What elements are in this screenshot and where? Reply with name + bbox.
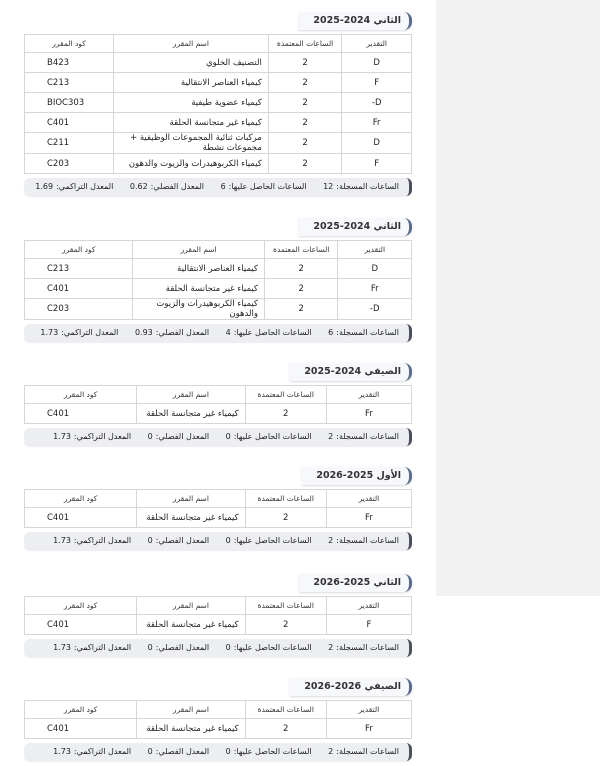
header-code: كود المقرر (25, 490, 137, 508)
semester-summary (24, 178, 412, 196)
grades-table (24, 489, 412, 528)
hours-cell: 2 (264, 299, 338, 320)
registered-hours: الساعات المسجلة:6 (328, 328, 399, 337)
semester-summary (24, 428, 412, 446)
table-row (25, 73, 412, 93)
header-name: اسم المقرر (137, 597, 245, 615)
table-row (25, 113, 412, 133)
cumulative-gpa: المعدل التراكمي:1.73 (53, 643, 132, 652)
header-hours: الساعات المعتمدة (264, 241, 338, 259)
table-row (25, 508, 412, 528)
course-name-cell: كيمياء عضوية طيفية (114, 93, 269, 113)
course-name-cell: كيمياء العناصر الانتقالية (114, 73, 269, 93)
grades-table (24, 700, 412, 739)
header-grade: التقدير (342, 35, 412, 53)
hours-cell: 2 (245, 719, 326, 739)
course-name-cell: كيمياء الكربوهيدرات والزيوت والدهون (114, 154, 269, 174)
earned-hours: الساعات الحاصل عليها:0 (225, 643, 312, 652)
course-name-cell: كيمياء غير متجانسة الحلقة (137, 404, 245, 424)
semester-gpa: المعدل الفصلي:0 (147, 536, 210, 545)
grades-table (24, 34, 412, 174)
grades-table (24, 240, 412, 320)
course-code-cell: C401 (25, 279, 133, 299)
cumulative-gpa: المعدل التراكمي:1.69 (35, 182, 114, 191)
hours-cell: 2 (245, 508, 326, 528)
registered-hours: الساعات المسجلة:12 (323, 182, 399, 191)
header-hours: الساعات المعتمدة (245, 386, 326, 404)
hours-cell: 2 (268, 154, 342, 174)
grade-cell: D (342, 133, 412, 154)
semester-title: الأول 2025-2026 (302, 467, 412, 485)
header-grade: التقدير (326, 597, 411, 615)
semester-gpa: المعدل الفصلي:0.62 (129, 182, 205, 191)
registered-hours: الساعات المسجلة:2 (328, 747, 399, 756)
header-grade: التقدير (326, 386, 411, 404)
course-code-cell: C401 (25, 719, 137, 739)
header-code: كود المقرر (25, 597, 137, 615)
hours-cell: 2 (268, 53, 342, 73)
table-row (25, 154, 412, 174)
semester-title: الصيفي 2026-2026 (290, 678, 412, 696)
header-code: كود المقرر (25, 701, 137, 719)
hours-cell: 2 (245, 615, 326, 635)
header-grade: التقدير (326, 701, 411, 719)
semester-title: الثاني 2024-2025 (299, 12, 412, 30)
header-hours: الساعات المعتمدة (245, 490, 326, 508)
course-name-cell: كيمياء الكربوهيدرات والزيوت والدهون (133, 299, 265, 320)
semester-summary (24, 743, 412, 761)
earned-hours: الساعات الحاصل عليها:0 (225, 747, 312, 756)
grade-cell: Fr (326, 508, 411, 528)
course-code-cell: C211 (25, 133, 114, 154)
course-code-cell: C401 (25, 508, 137, 528)
earned-hours: الساعات الحاصل عليها:0 (225, 432, 312, 441)
table-header-row (25, 597, 412, 615)
semester-gpa: المعدل الفصلي:0.93 (134, 328, 210, 337)
header-code: كود المقرر (25, 35, 114, 53)
grades-table (24, 385, 412, 424)
header-grade: التقدير (326, 490, 411, 508)
course-code-cell: C213 (25, 73, 114, 93)
hours-cell: 2 (268, 133, 342, 154)
semester-section (24, 570, 412, 657)
semester-title: الثاني 2025-2026 (299, 574, 412, 592)
semester-summary (24, 324, 412, 342)
course-name-cell: كيمياء غير متجانسة الحلقة (137, 508, 245, 528)
semester-section (24, 463, 412, 550)
course-name-cell: التصنيف الخلوي (114, 53, 269, 73)
course-name-cell: كيمياء العناصر الانتقالية (133, 259, 265, 279)
cumulative-gpa: المعدل التراكمي:1.73 (53, 747, 132, 756)
table-row (25, 279, 412, 299)
table-header-row (25, 490, 412, 508)
table-row (25, 259, 412, 279)
hours-cell: 2 (264, 279, 338, 299)
course-name-cell: كيمياء غير متجانسة الحلقة (137, 719, 245, 739)
course-code-cell: C401 (25, 113, 114, 133)
hours-cell: 2 (268, 93, 342, 113)
table-row (25, 404, 412, 424)
grade-cell: D (338, 259, 412, 279)
hours-cell: 2 (245, 404, 326, 424)
semester-title: الصيفي 2024-2025 (290, 363, 412, 381)
course-code-cell: C213 (25, 259, 133, 279)
earned-hours: الساعات الحاصل عليها:4 (225, 328, 312, 337)
semester-section (24, 8, 412, 196)
course-code-cell: BIOC303 (25, 93, 114, 113)
header-code: كود المقرر (25, 386, 137, 404)
grade-cell: Fr (326, 404, 411, 424)
grade-cell: D- (338, 299, 412, 320)
semester-section (24, 359, 412, 446)
grade-cell: F (326, 615, 411, 635)
course-name-cell: كيمياء غير متجانسة الحلقة (137, 615, 245, 635)
grade-cell: D- (342, 93, 412, 113)
earned-hours: الساعات الحاصل عليها:0 (225, 536, 312, 545)
table-row (25, 615, 412, 635)
course-name-cell: كيمياء غير متجانسة الحلقة (114, 113, 269, 133)
course-name-cell: كيمياء غير متجانسة الحلقة (133, 279, 265, 299)
semester-title: الثاني 2024-2025 (299, 218, 412, 236)
course-code-cell: B423 (25, 53, 114, 73)
table-row (25, 719, 412, 739)
table-row (25, 93, 412, 113)
table-row (25, 53, 412, 73)
registered-hours: الساعات المسجلة:2 (328, 643, 399, 652)
semester-summary (24, 532, 412, 550)
side-panel (436, 0, 600, 596)
course-code-cell: C401 (25, 615, 137, 635)
cumulative-gpa: المعدل التراكمي:1.73 (53, 432, 132, 441)
header-code: كود المقرر (25, 241, 133, 259)
table-header-row (25, 241, 412, 259)
cumulative-gpa: المعدل التراكمي:1.73 (40, 328, 119, 337)
semester-gpa: المعدل الفصلي:0 (147, 643, 210, 652)
grade-cell: Fr (342, 113, 412, 133)
header-hours: الساعات المعتمدة (268, 35, 342, 53)
header-name: اسم المقرر (133, 241, 265, 259)
table-row (25, 299, 412, 320)
grade-cell: F (342, 154, 412, 174)
hours-cell: 2 (268, 113, 342, 133)
course-code-cell: C203 (25, 299, 133, 320)
course-code-cell: C401 (25, 404, 137, 424)
registered-hours: الساعات المسجلة:2 (328, 536, 399, 545)
course-name-cell: مركبات ثنائية المجموعات الوظيفية + مجموعات نشطة (114, 133, 269, 154)
earned-hours: الساعات الحاصل عليها:6 (220, 182, 307, 191)
hours-cell: 2 (264, 259, 338, 279)
table-row (25, 133, 412, 154)
table-header-row (25, 35, 412, 53)
grade-cell: D (342, 53, 412, 73)
semester-summary (24, 639, 412, 657)
semester-gpa: المعدل الفصلي:0 (147, 747, 210, 756)
header-hours: الساعات المعتمدة (245, 701, 326, 719)
grade-cell: Fr (326, 719, 411, 739)
table-header-row (25, 386, 412, 404)
semester-section (24, 214, 412, 342)
registered-hours: الساعات المسجلة:2 (328, 432, 399, 441)
header-grade: التقدير (338, 241, 412, 259)
header-hours: الساعات المعتمدة (245, 597, 326, 615)
cumulative-gpa: المعدل التراكمي:1.73 (53, 536, 132, 545)
semester-gpa: المعدل الفصلي:0 (147, 432, 210, 441)
header-name: اسم المقرر (137, 386, 245, 404)
header-name: اسم المقرر (114, 35, 269, 53)
semester-section (24, 674, 412, 761)
header-name: اسم المقرر (137, 490, 245, 508)
grade-cell: F (342, 73, 412, 93)
header-name: اسم المقرر (137, 701, 245, 719)
grades-table (24, 596, 412, 635)
course-code-cell: C203 (25, 154, 114, 174)
hours-cell: 2 (268, 73, 342, 93)
table-header-row (25, 701, 412, 719)
grade-cell: Fr (338, 279, 412, 299)
